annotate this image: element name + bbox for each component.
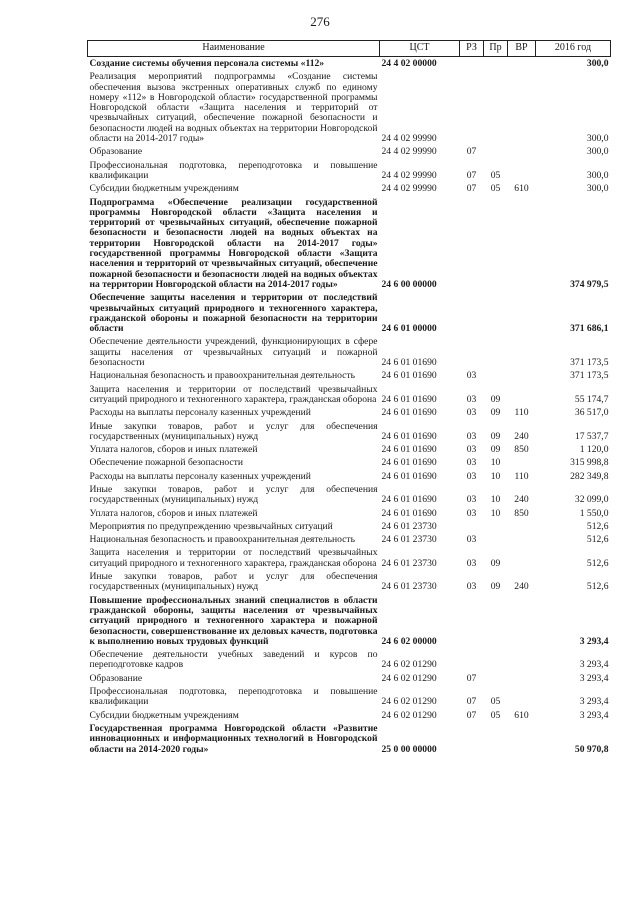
row-vr-code: 240 bbox=[514, 581, 529, 593]
table-row bbox=[88, 406, 611, 419]
row-rz-code: 03 bbox=[466, 407, 477, 419]
row-vr-code: 610 bbox=[514, 183, 529, 195]
row-name: Расходы на выплаты персоналу казенных учреждений bbox=[89, 407, 311, 419]
row-vr-code bbox=[508, 533, 536, 546]
row-amount: 315 998,8 bbox=[570, 457, 609, 469]
row-amount: 512,6 bbox=[586, 557, 609, 569]
row-pr-code: 09 bbox=[490, 393, 501, 405]
table-row bbox=[88, 672, 611, 685]
row-vr-code bbox=[508, 57, 536, 71]
row-amount: 300,0 bbox=[586, 58, 609, 69]
row-pr-code: 10 bbox=[490, 457, 501, 469]
row-cst-code: 24 4 02 99990 bbox=[381, 169, 437, 181]
table-row bbox=[88, 546, 611, 570]
row-amount: 3 293,4 bbox=[579, 709, 609, 721]
table-row bbox=[88, 420, 611, 444]
row-vr-code: 240 bbox=[514, 494, 529, 506]
row-rz-code bbox=[460, 594, 484, 648]
row-rz-code: 03 bbox=[466, 557, 477, 569]
table-row bbox=[88, 145, 611, 158]
row-rz-code bbox=[460, 648, 484, 672]
row-cst-code: 24 6 02 00000 bbox=[381, 635, 437, 647]
row-amount: 371 173,5 bbox=[570, 357, 609, 369]
row-vr-code: 110 bbox=[514, 470, 529, 482]
row-vr-code bbox=[508, 196, 536, 292]
row-rz-code: 03 bbox=[466, 507, 477, 519]
row-name: Государственная программа Новгородской области «Развитие инновационных и информационных технологий в Новгородской области на 2014-2020 годы» bbox=[89, 722, 378, 755]
row-cst-code: 24 6 01 01690 bbox=[381, 457, 437, 469]
row-rz-code: 07 bbox=[466, 672, 477, 684]
table-row bbox=[88, 70, 611, 145]
row-cst-code: 25 0 00 00000 bbox=[381, 743, 437, 755]
row-name: Создание системы обучения персонала системы «112» bbox=[89, 58, 325, 69]
row-name: Обеспечение деятельности учреждений, функционирующих в сфере защиты населения от чрезвычайных ситуаций и пожарной безопасности bbox=[89, 336, 378, 369]
col-header-vr: ВР bbox=[508, 41, 536, 57]
row-name: Национальная безопасность и правоохранительная деятельность bbox=[89, 534, 355, 546]
col-header-rz: РЗ bbox=[460, 41, 484, 57]
row-pr-code: 10 bbox=[490, 494, 501, 506]
row-rz-code: 07 bbox=[466, 709, 477, 721]
table-row bbox=[88, 335, 611, 369]
row-amount: 512,6 bbox=[586, 581, 609, 593]
row-pr-code: 09 bbox=[490, 444, 501, 456]
row-vr-code bbox=[508, 456, 536, 469]
row-name: Защита населения и территории от последствий чрезвычайных ситуаций природного и техногенного характера, гражданская оборона bbox=[89, 383, 378, 405]
row-rz-code: 03 bbox=[466, 581, 477, 593]
row-rz-code: 03 bbox=[466, 457, 477, 469]
row-rz-code: 03 bbox=[466, 370, 477, 382]
row-rz-code: 07 bbox=[466, 183, 477, 195]
row-vr-code bbox=[508, 685, 536, 709]
row-rz-code: 03 bbox=[466, 534, 477, 546]
row-rz-code: 03 bbox=[466, 494, 477, 506]
row-pr-code: 05 bbox=[490, 169, 501, 181]
row-pr-code bbox=[484, 672, 508, 685]
row-rz-code bbox=[460, 722, 484, 756]
row-pr-code: 10 bbox=[490, 507, 501, 519]
row-pr-code bbox=[484, 594, 508, 648]
row-rz-code bbox=[460, 196, 484, 292]
row-cst-code: 24 4 02 99990 bbox=[381, 133, 437, 145]
row-rz-code bbox=[460, 57, 484, 71]
table-row bbox=[88, 57, 611, 71]
row-amount: 512,6 bbox=[586, 520, 609, 532]
row-amount: 3 293,4 bbox=[579, 672, 609, 684]
row-name: Уплата налогов, сборов и иных платежей bbox=[89, 444, 258, 456]
table-row bbox=[88, 182, 611, 195]
table-row bbox=[88, 533, 611, 546]
table-row bbox=[88, 159, 611, 183]
row-pr-code: 05 bbox=[490, 709, 501, 721]
row-name: Иные закупки товаров, работ и услуг для обеспечения государственных (муниципальных) нужд bbox=[89, 483, 378, 506]
col-header-name: Наименование bbox=[88, 41, 380, 57]
row-cst-code: 24 6 02 01290 bbox=[381, 659, 437, 671]
table-row bbox=[88, 470, 611, 483]
row-name: Уплата налогов, сборов и иных платежей bbox=[89, 507, 258, 519]
row-cst-code: 24 6 01 01690 bbox=[381, 470, 437, 482]
row-amount: 371 686,1 bbox=[570, 323, 609, 335]
row-name: Профессиональная подготовка, переподготовка и повышение квалификации bbox=[89, 686, 378, 708]
row-pr-code: 09 bbox=[490, 407, 501, 419]
row-pr-code bbox=[484, 648, 508, 672]
row-vr-code bbox=[508, 70, 536, 145]
row-vr-code bbox=[508, 335, 536, 369]
row-pr-code: 09 bbox=[490, 430, 501, 442]
row-vr-code bbox=[508, 383, 536, 407]
row-amount: 3 293,4 bbox=[579, 659, 609, 671]
row-rz-code: 03 bbox=[466, 470, 477, 482]
row-amount: 1 120,0 bbox=[579, 444, 609, 456]
row-vr-code bbox=[508, 546, 536, 570]
row-vr-code: 850 bbox=[514, 444, 529, 456]
table-row bbox=[88, 443, 611, 456]
table-row bbox=[88, 456, 611, 469]
row-name: Образование bbox=[89, 146, 143, 158]
row-amount: 300,0 bbox=[586, 133, 609, 145]
row-name: Субсидии бюджетным учреждениям bbox=[89, 709, 239, 721]
row-pr-code bbox=[484, 533, 508, 546]
row-pr-code bbox=[484, 722, 508, 756]
row-name: Подпрограмма «Обеспечение реализации государственной программы Новгородской области «Защита населения и территорий от чрезвычайных ситуаций, обеспечение пожарной безопасности и безопасности людей на водных объектах на территории Новгородской области на 2014-2017 годы» государственной программы Новгородской области «Защита населения и территорий от чрезвычайных ситуаций, обеспечение пожарной безопасности и безопасности людей на водных объектах на территории Новгородской области на 2014-2017 годы» bbox=[89, 196, 378, 290]
row-rz-code: 03 bbox=[466, 393, 477, 405]
row-vr-code bbox=[508, 145, 536, 158]
budget-table bbox=[87, 40, 611, 756]
row-cst-code: 24 6 01 23730 bbox=[381, 557, 437, 569]
row-cst-code: 24 6 01 01690 bbox=[381, 430, 437, 442]
table-row bbox=[88, 507, 611, 520]
row-vr-code: 110 bbox=[514, 407, 529, 419]
row-pr-code bbox=[484, 520, 508, 533]
row-name: Субсидии бюджетным учреждениям bbox=[89, 183, 239, 195]
row-rz-code: 07 bbox=[466, 169, 477, 181]
row-vr-code bbox=[508, 291, 536, 335]
page-number: 276 bbox=[310, 14, 330, 29]
row-amount: 371 173,5 bbox=[570, 370, 609, 382]
row-cst-code: 24 6 01 00000 bbox=[381, 323, 437, 335]
row-pr-code bbox=[484, 70, 508, 145]
row-pr-code bbox=[484, 57, 508, 71]
row-pr-code bbox=[484, 335, 508, 369]
row-vr-code bbox=[508, 369, 536, 382]
row-pr-code bbox=[484, 196, 508, 292]
row-name: Профессиональная подготовка, переподготовка и повышение квалификации bbox=[89, 159, 378, 181]
row-cst-code: 24 6 01 01690 bbox=[381, 507, 437, 519]
table-header bbox=[88, 41, 611, 57]
row-cst-code: 24 6 02 01290 bbox=[381, 672, 437, 684]
table-row bbox=[88, 291, 611, 335]
row-amount: 3 293,4 bbox=[579, 635, 609, 647]
row-amount: 50 970,8 bbox=[574, 743, 609, 755]
row-cst-code: 24 6 01 23730 bbox=[381, 581, 437, 593]
table-row bbox=[88, 594, 611, 648]
row-cst-code: 24 6 01 01690 bbox=[381, 393, 437, 405]
row-amount: 1 550,0 bbox=[579, 507, 609, 519]
row-cst-code: 24 6 01 01690 bbox=[381, 357, 437, 369]
row-vr-code bbox=[508, 672, 536, 685]
row-pr-code: 09 bbox=[490, 581, 501, 593]
row-name: Образование bbox=[89, 672, 143, 684]
row-cst-code: 24 6 00 00000 bbox=[381, 278, 437, 290]
row-amount: 300,0 bbox=[586, 183, 609, 195]
table-row bbox=[88, 483, 611, 507]
row-name: Мероприятия по предупреждению чрезвычайных ситуаций bbox=[89, 520, 333, 532]
row-vr-code bbox=[508, 594, 536, 648]
row-rz-code bbox=[460, 335, 484, 369]
row-name: Реализация мероприятий подпрограммы «Создание системы обеспечения вызова экстренных оперативных служб по единому номеру «112» в Новгородской области» государственной программы Новгородской области «Защита населения и территорий от чрезвычайных ситуаций, обеспечение пожарной безопасности и безопасности людей на водных объектах на территории Новгородской области на 2014-2017 годы» bbox=[89, 71, 378, 145]
row-name: Национальная безопасность и правоохранительная деятельность bbox=[89, 370, 355, 382]
row-cst-code: 24 4 02 99990 bbox=[381, 146, 437, 158]
row-pr-code: 10 bbox=[490, 470, 501, 482]
table-row bbox=[88, 722, 611, 756]
row-name: Иные закупки товаров, работ и услуг для обеспечения государственных (муниципальных) нужд bbox=[89, 571, 378, 593]
row-amount: 55 174,7 bbox=[574, 393, 609, 405]
row-vr-code bbox=[508, 159, 536, 183]
row-cst-code: 24 4 02 99990 bbox=[381, 183, 437, 195]
row-cst-code: 24 6 01 23730 bbox=[381, 520, 437, 532]
table-body bbox=[88, 57, 611, 756]
row-rz-code: 07 bbox=[466, 696, 477, 708]
row-name: Защита населения и территории от последствий чрезвычайных ситуаций природного и техногенного характера, гражданская оборона bbox=[89, 547, 378, 569]
row-pr-code bbox=[484, 369, 508, 382]
row-amount: 300,0 bbox=[586, 169, 609, 181]
row-vr-code bbox=[508, 722, 536, 756]
row-cst-code: 24 6 01 01690 bbox=[381, 407, 437, 419]
row-rz-code: 03 bbox=[466, 444, 477, 456]
row-vr-code: 610 bbox=[514, 709, 529, 721]
row-pr-code: 05 bbox=[490, 696, 501, 708]
row-pr-code bbox=[484, 145, 508, 158]
table-row bbox=[88, 383, 611, 407]
table-row bbox=[88, 196, 611, 292]
row-name: Повышение профессиональных знаний специалистов в области гражданской обороны, защиты населения от чрезвычайных ситуаций природного и техногенного характера и пожарной безопасности, совершенствование их деловых качеств, подготовка к выполнению новых трудовых функций bbox=[89, 594, 378, 647]
row-cst-code: 24 6 01 01690 bbox=[381, 444, 437, 456]
row-vr-code: 850 bbox=[514, 507, 529, 519]
row-pr-code bbox=[484, 291, 508, 335]
row-amount: 3 293,4 bbox=[579, 696, 609, 708]
row-pr-code: 09 bbox=[490, 557, 501, 569]
col-header-year: 2016 год bbox=[536, 41, 611, 57]
table-row bbox=[88, 648, 611, 672]
row-amount: 32 099,0 bbox=[574, 494, 609, 506]
row-vr-code bbox=[508, 520, 536, 533]
table-row bbox=[88, 685, 611, 709]
row-rz-code bbox=[460, 520, 484, 533]
row-amount: 374 979,5 bbox=[570, 278, 609, 290]
row-cst-code: 24 6 02 01290 bbox=[381, 709, 437, 721]
row-name: Обеспечение защиты населения и территории от последствий чрезвычайных ситуаций природного и техногенного характера, гражданской обороны и пожарной безопасности на территории области bbox=[89, 292, 378, 335]
row-rz-code bbox=[460, 291, 484, 335]
table-row bbox=[88, 520, 611, 533]
table-row bbox=[88, 570, 611, 594]
row-vr-code: 240 bbox=[514, 430, 529, 442]
row-amount: 300,0 bbox=[586, 146, 609, 158]
row-rz-code bbox=[460, 70, 484, 145]
row-name: Обеспечение деятельности учебных заведений и курсов по переподготовке кадров bbox=[89, 649, 378, 671]
col-header-cst: ЦСТ bbox=[380, 41, 460, 57]
row-cst-code: 24 6 01 01690 bbox=[381, 494, 437, 506]
table-row bbox=[88, 709, 611, 722]
row-rz-code: 07 bbox=[466, 146, 477, 158]
row-name: Иные закупки товаров, работ и услуг для обеспечения государственных (муниципальных) нужд bbox=[89, 420, 378, 442]
row-amount: 17 537,7 bbox=[574, 430, 609, 442]
row-rz-code: 03 bbox=[466, 430, 477, 442]
row-cst-code: 24 4 02 00000 bbox=[381, 58, 437, 69]
row-name: Расходы на выплаты персоналу казенных учреждений bbox=[89, 470, 311, 482]
row-cst-code: 24 6 01 01690 bbox=[381, 370, 437, 382]
row-cst-code: 24 6 01 23730 bbox=[381, 534, 437, 546]
col-header-pr: Пр bbox=[484, 41, 508, 57]
table-row bbox=[88, 369, 611, 382]
row-cst-code: 24 6 02 01290 bbox=[381, 696, 437, 708]
row-pr-code: 05 bbox=[490, 183, 501, 195]
row-name: Обеспечение пожарной безопасности bbox=[89, 457, 244, 469]
row-amount: 36 517,0 bbox=[574, 407, 609, 419]
row-vr-code bbox=[508, 648, 536, 672]
row-amount: 282 349,8 bbox=[570, 470, 609, 482]
row-amount: 512,6 bbox=[586, 534, 609, 546]
